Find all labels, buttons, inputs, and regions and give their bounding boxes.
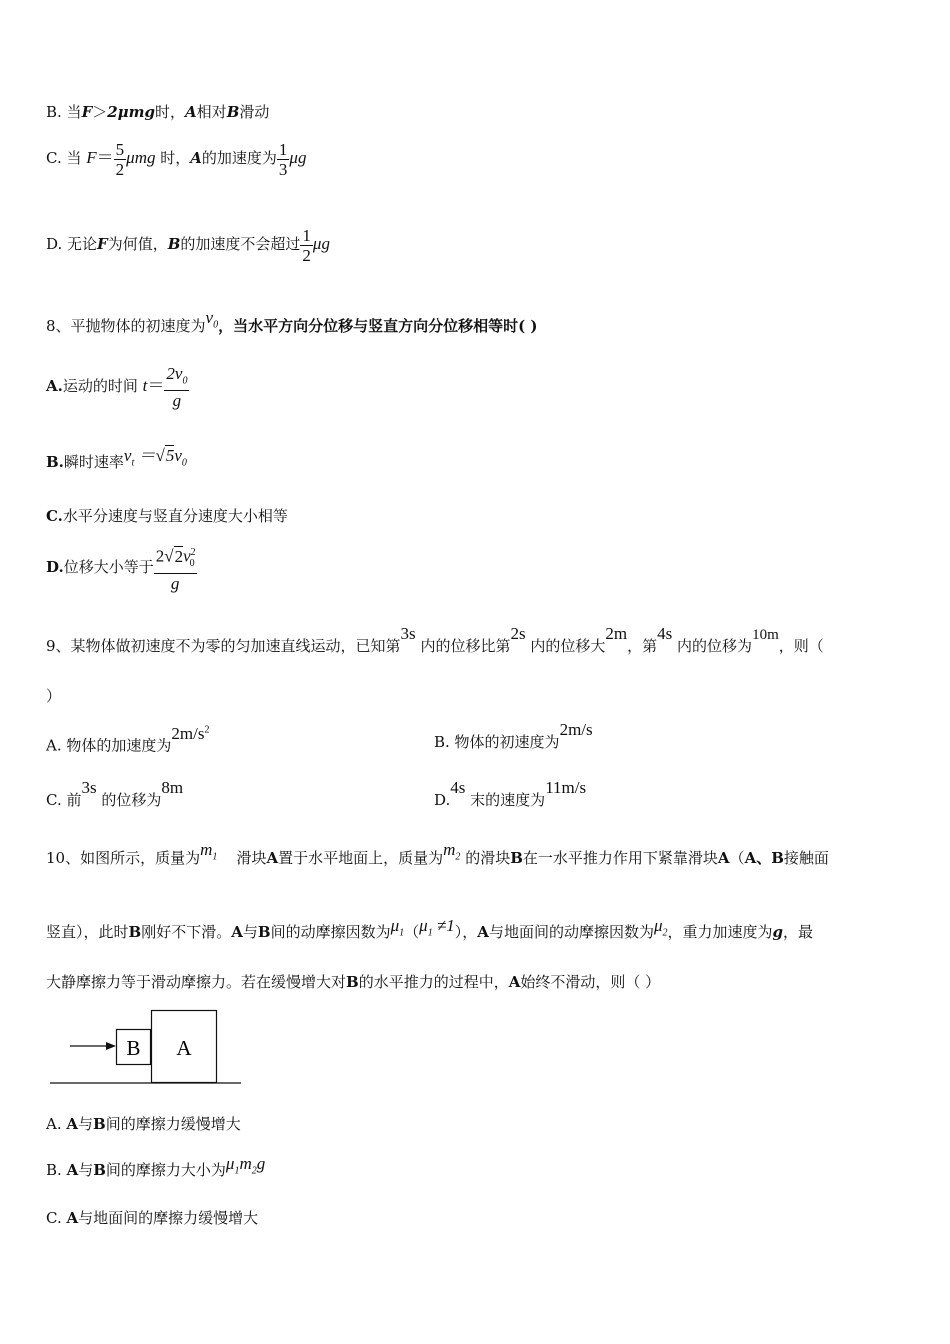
q9-option-b bbox=[434, 720, 593, 752]
q10-l2d: A bbox=[231, 923, 243, 941]
q9-t3: 3s bbox=[400, 624, 416, 643]
q7-c-text: 的加速度为 bbox=[201, 149, 277, 167]
q10-l1e: 在一水平推力作用下紧靠滑块 bbox=[522, 849, 718, 867]
push-arrow-head-icon bbox=[106, 1042, 116, 1050]
q9-t2: 2s bbox=[510, 624, 526, 643]
q10-b-B: B bbox=[93, 1161, 106, 1179]
q9-s3: 内的位移大 bbox=[530, 637, 606, 655]
q7-c-eq: ＝ bbox=[96, 148, 114, 167]
q10-a-A: A bbox=[66, 1115, 79, 1133]
q9-d-text: 末的速度为 bbox=[470, 791, 546, 809]
q8-a-eq: ＝ bbox=[147, 376, 165, 396]
q7-b-mid: 时， bbox=[155, 103, 186, 121]
q7-b-end: 滑动 bbox=[239, 103, 270, 121]
q10-l2f: B bbox=[257, 923, 271, 941]
q7-c-A: A bbox=[190, 149, 202, 167]
q10-l1h: 接触面 bbox=[783, 849, 829, 867]
q9-d10: 10m bbox=[752, 627, 779, 643]
q8-b-expr: $v_t =√5v_0$ bbox=[123, 446, 187, 469]
q10-mu1-neq: $\mu_1 \ne 1$ bbox=[419, 916, 455, 939]
q10-l1g: A、B bbox=[744, 849, 784, 867]
q7-b-A: A bbox=[185, 103, 197, 121]
q9-b-text: B. 物体的初速度为 bbox=[434, 733, 560, 751]
q10-option-c bbox=[46, 1208, 258, 1228]
q10-l1b: 滑块 bbox=[236, 849, 267, 867]
q9-c-val: 8m bbox=[161, 778, 184, 797]
q10-l2i: ）， bbox=[454, 923, 478, 941]
q8-option-b bbox=[46, 446, 187, 479]
q9-d-t: 4s bbox=[450, 778, 466, 797]
q8-option-d bbox=[46, 542, 197, 592]
q7-b-prefix: B. 当 bbox=[46, 103, 82, 121]
q7-d-text: 的加速度不会超过 bbox=[180, 235, 301, 253]
q10-a-t2: 间的摩擦力缓慢增大 bbox=[105, 1115, 241, 1133]
q7-d-F: F bbox=[97, 235, 108, 253]
q7-option-d bbox=[46, 222, 330, 266]
q10-c-pre: C. bbox=[46, 1209, 67, 1227]
q7-d-num: 1 bbox=[302, 225, 311, 245]
q9-close-paren: ） bbox=[46, 687, 62, 705]
q7-c-num: 5 bbox=[115, 139, 125, 159]
q9-s1: 9、某物体做初速度不为零的匀加速直线运动，已知第 bbox=[46, 637, 401, 655]
q8-c-text: 水平分速度与竖直分速度大小相等 bbox=[62, 507, 288, 525]
q10-l2h: （ bbox=[404, 923, 420, 941]
q9-d-pre: D. bbox=[434, 791, 451, 809]
q10-l1-A: A bbox=[266, 849, 279, 867]
q8-d-num: $2√2v^2_0$ bbox=[154, 543, 197, 574]
q10-l2l: ，重力加速度为 bbox=[667, 923, 773, 941]
q7-c-num2: 1 bbox=[278, 139, 288, 159]
q8-a-frac bbox=[164, 364, 189, 410]
q7-b-B: B bbox=[226, 103, 240, 121]
q7-b-F: F bbox=[81, 103, 93, 121]
q9-option-d bbox=[434, 778, 587, 810]
q10-l1d: 的滑块 bbox=[465, 849, 511, 867]
q9-c-pre: C. 前 bbox=[46, 791, 82, 809]
q9-s4: ，第 bbox=[627, 637, 658, 655]
q8-a-den: g bbox=[172, 391, 182, 411]
q7-b-op: ＞ bbox=[92, 103, 108, 121]
q7-c-den2: 3 bbox=[278, 159, 288, 179]
q10-l2g: 间的动摩擦因数为 bbox=[270, 923, 391, 941]
q7-d-mu: μg bbox=[312, 234, 330, 253]
q10-l2b: B bbox=[128, 923, 142, 941]
q9-b-val: 2m/s bbox=[559, 720, 593, 739]
q10-l2a: 竖直），此时 bbox=[46, 923, 129, 941]
q10-l2e: 与 bbox=[242, 923, 258, 941]
q7-c-den: 2 bbox=[115, 159, 125, 179]
q7-option-c bbox=[46, 136, 306, 180]
q8-d-label: D. bbox=[46, 558, 64, 576]
q9-a-text: A. 物体的加速度为 bbox=[46, 736, 172, 755]
q7-d-den: 2 bbox=[302, 245, 311, 265]
q9-d2: 2m bbox=[605, 624, 628, 643]
q10-a-pre: A. bbox=[46, 1115, 67, 1133]
q7-c-F: F bbox=[86, 148, 97, 167]
q10-mu2: $\mu_2$ bbox=[653, 916, 668, 939]
q10-m1: $m_1$ bbox=[200, 840, 218, 863]
q8-a-t: t bbox=[142, 376, 148, 396]
q10-l3d: A bbox=[508, 973, 521, 991]
q10-a-t1: 与 bbox=[78, 1115, 94, 1133]
q10-g: g bbox=[772, 923, 784, 941]
q7-c-frac2 bbox=[277, 140, 290, 179]
q10-c-t1: 与地面间的摩擦力缓慢增大 bbox=[78, 1209, 259, 1227]
q10-l1a: 10、如图所示，质量为 bbox=[46, 849, 201, 867]
q10-b-t2: 间的摩擦力大小为 bbox=[105, 1161, 226, 1179]
q9-option-a bbox=[46, 723, 210, 756]
q10-b-expr: $\mu_1m_2g$ bbox=[225, 1154, 266, 1177]
q10-l3: 大静摩擦力等于滑动摩擦力。若在缓慢增大对 bbox=[46, 973, 347, 991]
q10-figure bbox=[48, 1006, 248, 1088]
q10-b-pre: B. bbox=[46, 1161, 67, 1179]
q10-mu1: $\mu_1$ bbox=[390, 916, 405, 939]
q8-d-text: 位移大小等于 bbox=[63, 558, 154, 576]
q7-c-mu2: μg bbox=[289, 148, 307, 167]
q9-s6: ，则（ bbox=[778, 637, 824, 655]
q8-v0: $v_0$ bbox=[205, 308, 219, 331]
q10-l2m: ，最 bbox=[783, 923, 814, 941]
q8-d-frac bbox=[154, 543, 197, 593]
block-a-label: A bbox=[176, 1036, 192, 1060]
q9-s2: 内的位移比第 bbox=[420, 637, 511, 655]
q8-stem-text2: ，当水平方向分位移与竖直方向分位移相等时( ) bbox=[218, 317, 538, 335]
q8-stem-text: 8、平抛物体的初速度为 bbox=[46, 317, 206, 335]
q10-m2: $m_2$ bbox=[443, 840, 461, 863]
q7-c-mu: μmg bbox=[126, 148, 156, 167]
q9-t4: 4s bbox=[657, 624, 673, 643]
q8-stem bbox=[46, 308, 538, 343]
q10-line1 bbox=[46, 840, 829, 875]
q8-a-text: 运动的时间 bbox=[62, 377, 138, 396]
q10-l3b: B bbox=[346, 973, 359, 991]
q10-l3c: 的水平推力的过程中， bbox=[358, 973, 509, 991]
q8-c-label: C. bbox=[46, 507, 63, 525]
q10-b-A: A bbox=[66, 1161, 79, 1179]
q7-option-b bbox=[46, 102, 269, 122]
q7-d-prefix: D. 无论 bbox=[46, 235, 98, 253]
q7-d-frac bbox=[300, 226, 313, 265]
q10-c-A: A bbox=[66, 1209, 79, 1227]
block-b-label: B bbox=[126, 1036, 141, 1060]
q9-s5: 内的位移为 bbox=[677, 637, 753, 655]
q10-a-B: B bbox=[93, 1115, 106, 1133]
q10-l1-B: B bbox=[510, 849, 523, 867]
q10-option-a bbox=[46, 1114, 241, 1134]
q7-b-val: 2μmg bbox=[107, 103, 156, 121]
q9-c-text: 的位移为 bbox=[101, 791, 162, 809]
q8-d-den: g bbox=[170, 574, 180, 594]
q8-option-c bbox=[46, 506, 288, 526]
q10-l1f: （ bbox=[729, 849, 745, 867]
q10-l1-A2: A bbox=[717, 849, 730, 867]
q9-option-c bbox=[46, 778, 184, 810]
q10-line2 bbox=[46, 916, 814, 949]
q10-l2j: A bbox=[477, 923, 489, 941]
q7-c-mid: 时， bbox=[160, 149, 191, 167]
q8-option-a bbox=[46, 364, 189, 411]
q7-d-B: B bbox=[167, 235, 181, 253]
q10-l1c: 置于水平地面上，质量为 bbox=[278, 849, 444, 867]
q7-c-frac bbox=[114, 140, 127, 179]
q9-a-val: $2m/s^2$ bbox=[171, 723, 210, 743]
q8-b-label: B. bbox=[46, 453, 64, 471]
q9-stem bbox=[46, 624, 824, 657]
q7-d-mid: 为何值， bbox=[107, 235, 168, 253]
q10-b-t1: 与 bbox=[78, 1161, 94, 1179]
q8-b-text: 瞬时速率 bbox=[63, 453, 124, 471]
q10-line3 bbox=[46, 972, 660, 992]
q10-option-b bbox=[46, 1154, 266, 1187]
q8-a-num: $2v_0$ bbox=[164, 364, 189, 391]
q9-c-t: 3s bbox=[81, 778, 97, 797]
q10-l2c: 刚好不下滑。 bbox=[141, 923, 232, 941]
q9-close bbox=[46, 686, 61, 706]
q7-c-prefix: C. 当 bbox=[46, 149, 82, 167]
q7-b-rel: 相对 bbox=[196, 103, 227, 121]
q10-l2k: 与地面间的动摩擦因数为 bbox=[488, 923, 654, 941]
q8-a-label: A. bbox=[46, 377, 63, 396]
q10-l3e: 始终不滑动，则（ ） bbox=[520, 973, 661, 991]
q9-d-val: 11m/s bbox=[545, 778, 587, 797]
